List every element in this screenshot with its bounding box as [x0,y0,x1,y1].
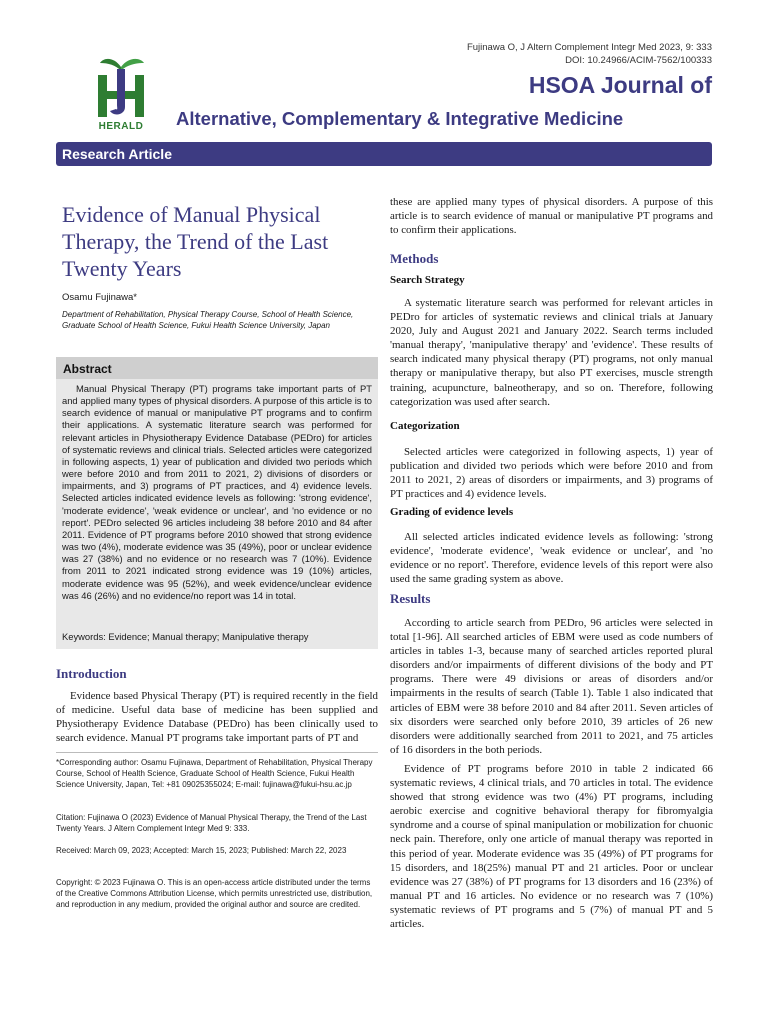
author-name: Osamu Fujinawa* [62,292,137,303]
citation-note: Citation: Fujinawa O (2023) Evidence of Manual Physical Therapy, the Trend of the Last Twenty Years. J Altern Complement Integr Med 9: 333. [56,813,367,834]
search-strategy-text: A systematic literature search was performed for relevant articles in PEDro for articles of systematic reviews and clinical trials at January 2020, July and August 2021 and January 2022. Search terms included 'manual therapy', 'manipulative therapy' and 'evidence'. These results of search indicated many physical therapy (PT) programs, not only manual therapy or manipulative therapy, but also PT exercises, muscle strength training, acupuncture, balneotherapy, and so on. Therefore, following categorization was used after search. [390,297,713,408]
results-paragraph: Evidence of PT programs before 2010 in table 2 indicated 66 systematic reviews, 4 clinical trials, and 70 articles in total. The evidence showed that strong evidence was two (4%) PT programs, including aerobic exercise and cognitive behavioral therapy for fibromyalgia syndrome and a course of spinal manipulation or mobilization for chuonic neck pain. Therefore, only one article of manual therapy was reported in this period of year. Moderate evidence was 35 (49%) of PT programs for 15 disorders, and 18(25%) manual PT and 21 articles. Poor or unclear evidence was 27 (38%) of PT programs for 13 disorders and 16 (23%) of manual PT and 16 articles. No evidence or no research was 7 (10%) systematic reviews of PT programs and 5 (7%) of manual PT and 5 articles. [390,763,714,931]
copyright-note: Copyright: © 2023 Fujinawa O. This is an open-access article distributed under the terms of the Creative Commons Attribution License, which permits unrestricted use, distribution, and reproduction in any medium, provided the original author and source are credited. [56,878,373,910]
search-strategy-heading: Search Strategy [390,274,465,286]
keywords: Keywords: Evidence; Manual therapy; Manipulative therapy [62,631,309,642]
methods-heading: Methods [390,251,439,266]
corresponding-author-note: *Corresponding author: Osamu Fujinawa, Department of Rehabilitation, Physical Therapy Course, School of Health Science, Graduate School of Health Science, Fukui Health Science University, Japan, Tel: +81 09025355024; E-mail: fujinawa@fukui-hsu.ac.jp [56,758,373,790]
publication-dates: Received: March 09, 2023; Accepted: March 15, 2023; Published: March 22, 2023 [56,846,347,855]
author-affiliation: Department of Rehabilitation, Physical Therapy Course, School of Health Science, Graduate School of Health Science, Fukui Health Science University, Japan [62,310,354,330]
results-paragraph: According to article search from PEDro, 96 articles were selected in total [1-96]. All searched articles of EBM were used as code numbers of articles in tables 1-3, because many of searched articles reported plural disorders and/or impairments of different divisions of the body and PT programs. There were 49 divisions or areas of disorders and/or impairments in the results of search (Table 1). Table 1 also indicated that articles of EBM were 38 before 2010 and 84 after 2011. Seven articles of six disorders were searched only before 2010, 39 articles of 26 new disorders were additionally searched from 2011 to 2021, and 75 articles of 16 disorders in the both periods. [390,617,713,756]
categorization-heading: Categorization [390,420,460,432]
journal-citation: Fujinawa O, J Altern Complement Integr Med 2023, 9: 333 [466,42,712,53]
introduction-text: Evidence based Physical Therapy (PT) is required recently in the field of medicine. Useful data base of medicine has been supplied and Physiotherapy Evidence Database (PEDro) has been clinically used to search evidence. Manual PT programs take important parts of PT and [56,690,378,745]
article-type-label: Research Article [62,146,172,162]
grading-text: All selected articles indicated evidence levels as following: 'strong evidence', 'moderate evidence', 'weak evidence or unclear', and 'no evidence or no report'. Therefore, evidence levels of this report were also used the same grading system as above. [390,531,713,586]
abstract-heading: Abstract [63,362,112,376]
doi-link[interactable]: DOI: 10.24966/ACIM-7562/100333 [565,55,712,66]
results-heading: Results [390,591,431,606]
grading-heading: Grading of evidence levels [390,506,514,518]
introduction-continuation: these are applied many types of physical disorders. A purpose of this article is to search evidence of manual or manipulative PT programs and to confirm their applications. [390,196,713,237]
logo-wordmark: HERALD [98,121,144,132]
journal-name: HSOA Journal of [528,72,712,98]
article-title: Evidence of Manual Physical Therapy, the Trend of the Last Twenty Years [62,202,329,281]
abstract-text: Manual Physical Therapy (PT) programs take important parts of PT and applied many types of physical disorders. A purpose of this article is to search evidence of manual or manipulative PT programs and to confirm their applications. A systematic literature search was performed for relevant articles in Physiotherapy Evidence Database (PEDro) for articles of systematic reviews and clinical trials. Selected articles were categorized in following aspects, 1) year of publication and divided two periods which were before 2010 and from 2011 to 2021, 2) divisions of disorders or impairments, and 3) programs of PT practices, and 4) evidence levels. Selected articles indicated evidence levels as following: 'strong evidence', 'moderate evidence', 'weak evidence or unclear', and 'no evidence or no report'. PEDro selected 96 articles includeing 38 before 2010 and 84 after 2011. Evidence of PT programs before 2010 showed that strong evidence was two (4%), moderate evidence was 35 (49%), poor or unclear evidence was 27 (38%) and no evidence or no research was 7 (10%). Evidence from 2011 to 2021 indicated strong evidence was 19 (10%) articles, moderate evidence was 95 (52%), and week evidence/unclear evidence was 46 (26%) and no evidence/no report was 14 in total. [62,383,372,601]
footnote-divider [56,752,378,753]
journal-subtitle: Alternative, Complementary & Integrative Medicine [176,108,624,129]
categorization-text: Selected articles were categorized in following aspects, 1) year of publication and divided two periods which were before 2010 and from 2011 to 2021, 2) areas of disorders or impairments, and 3) programs of PT practices and 4) evidence levels. [390,446,713,501]
introduction-heading: Introduction [56,666,127,681]
